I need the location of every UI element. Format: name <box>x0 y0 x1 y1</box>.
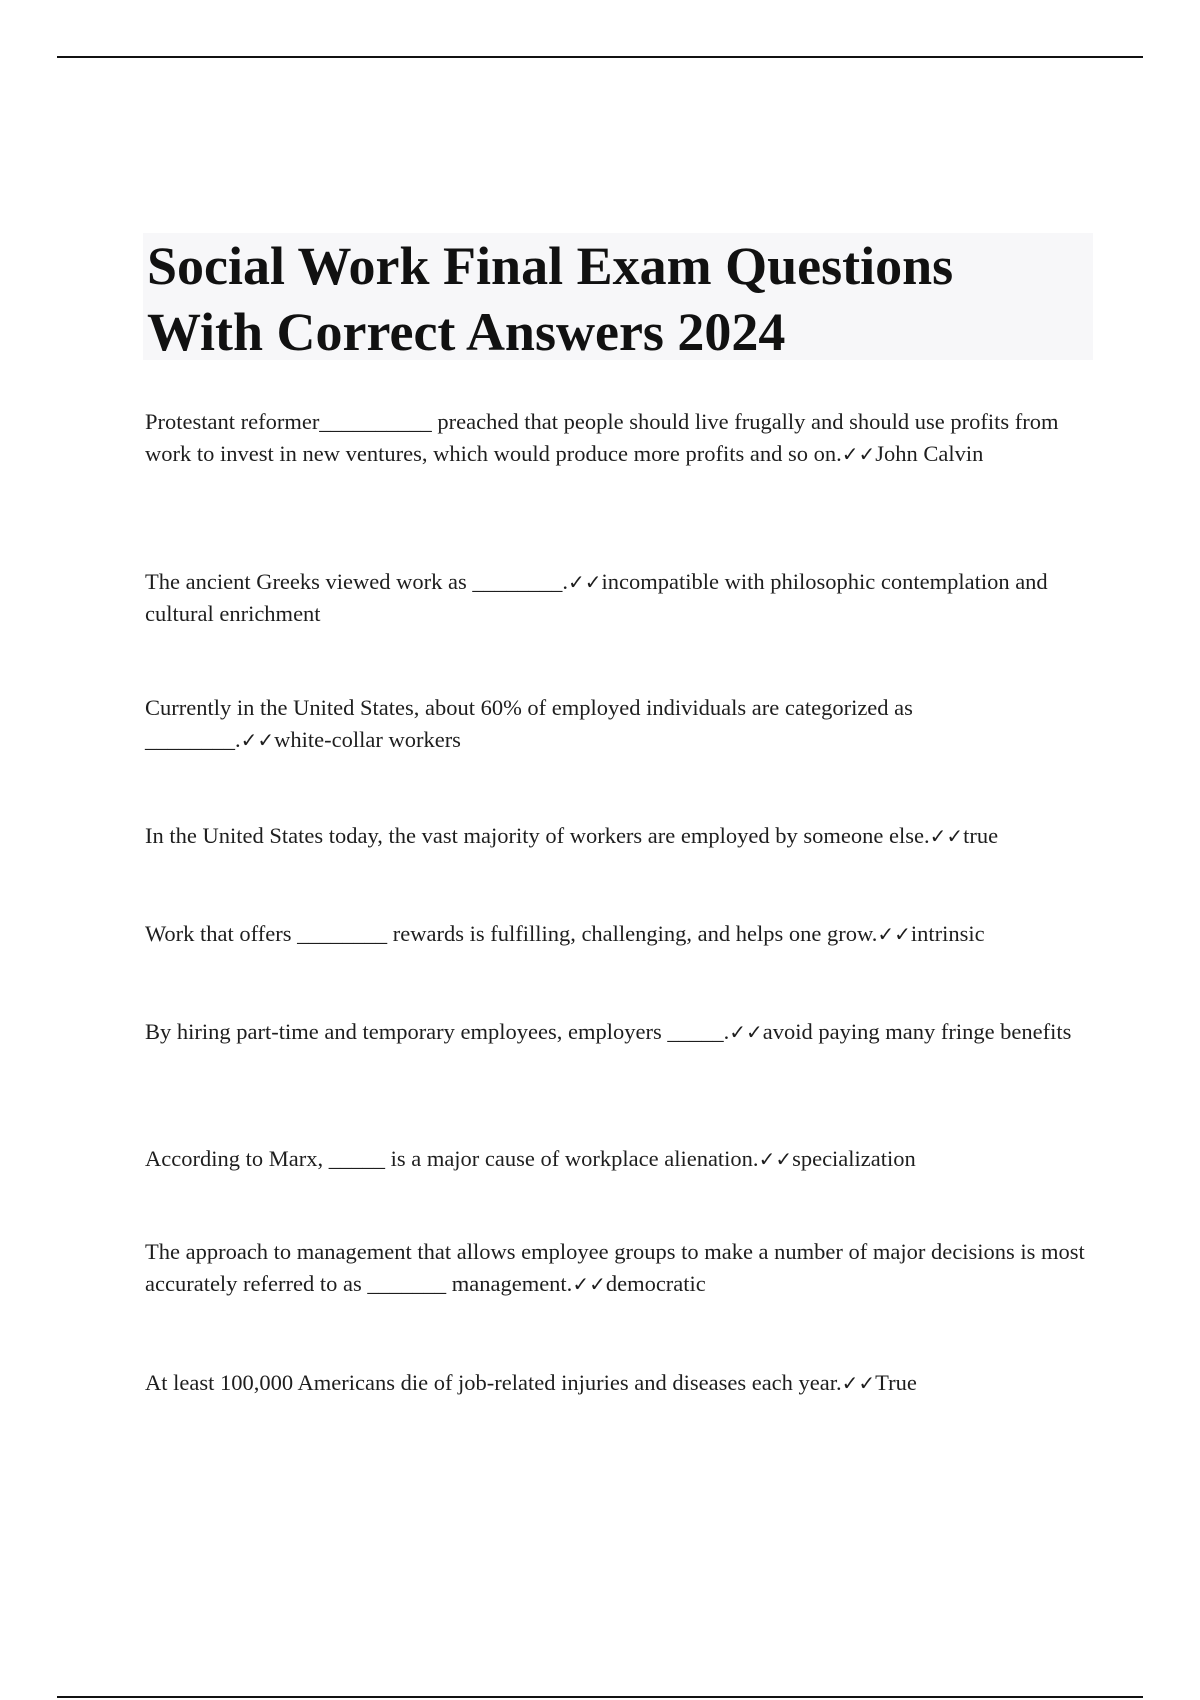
question-text: Work that offers ________ rewards is fulfilling, challenging, and helps one grow. <box>145 921 878 946</box>
answer-text: white-collar workers <box>274 727 461 752</box>
bottom-rule <box>57 1696 1143 1698</box>
double-check-icon: ✓✓ <box>841 1371 876 1395</box>
question-text: By hiring part-time and temporary employees, employers _____. <box>145 1019 730 1044</box>
qa-item-6 <box>145 1016 1090 1048</box>
double-check-icon: ✓✓ <box>877 922 911 946</box>
answer-text: true <box>963 823 999 848</box>
question-text: In the United States today, the vast majority of workers are employed by someone else. <box>145 823 930 848</box>
answer-text: John Calvin <box>875 441 984 466</box>
title-block <box>143 233 1093 360</box>
qa-item-5 <box>145 918 1090 950</box>
double-check-icon: ✓✓ <box>841 442 876 466</box>
answer-text: intrinsic <box>910 921 985 946</box>
double-check-icon: ✓✓ <box>729 1020 763 1044</box>
qa-item-3 <box>145 692 1090 756</box>
title-line-1: Social Work Final Exam Questions <box>147 236 954 296</box>
question-text: The ancient Greeks viewed work as ________. <box>145 569 568 594</box>
question-text: Protestant reformer__________ preached that people should live frugally and should use profits from work to invest in new ventures, which would produce more profits and so on. <box>145 409 1059 466</box>
answer-text: incompatible with philosophic contemplation and cultural enrichment <box>145 569 1048 626</box>
double-check-icon: ✓✓ <box>929 824 964 848</box>
double-check-icon: ✓✓ <box>240 728 275 752</box>
answer-text: avoid paying many fringe benefits <box>762 1019 1072 1044</box>
top-rule <box>57 56 1143 58</box>
double-check-icon: ✓✓ <box>572 1272 606 1296</box>
qa-item-4 <box>145 820 1090 852</box>
qa-item-2 <box>145 566 1090 630</box>
answer-text: True <box>875 1370 917 1395</box>
qa-item-8 <box>145 1236 1090 1300</box>
question-text: The approach to management that allows employee groups to make a number of major decisions is most accurately referred to as _______ management. <box>145 1239 1085 1296</box>
answer-text: specialization <box>792 1146 916 1171</box>
double-check-icon: ✓✓ <box>758 1147 793 1171</box>
double-check-icon: ✓✓ <box>568 570 602 594</box>
document-title <box>147 233 1089 365</box>
qa-item-1 <box>145 406 1090 470</box>
question-text: According to Marx, _____ is a major cause of workplace alienation. <box>145 1146 759 1171</box>
question-text: At least 100,000 Americans die of job-related injuries and diseases each year. <box>145 1370 842 1395</box>
qa-item-7 <box>145 1143 1090 1175</box>
title-line-2: With Correct Answers 2024 <box>147 302 786 362</box>
qa-item-9 <box>145 1367 1090 1399</box>
answer-text: democratic <box>605 1271 706 1296</box>
question-text: Currently in the United States, about 60% of employed individuals are categorized as ________. <box>145 695 913 752</box>
